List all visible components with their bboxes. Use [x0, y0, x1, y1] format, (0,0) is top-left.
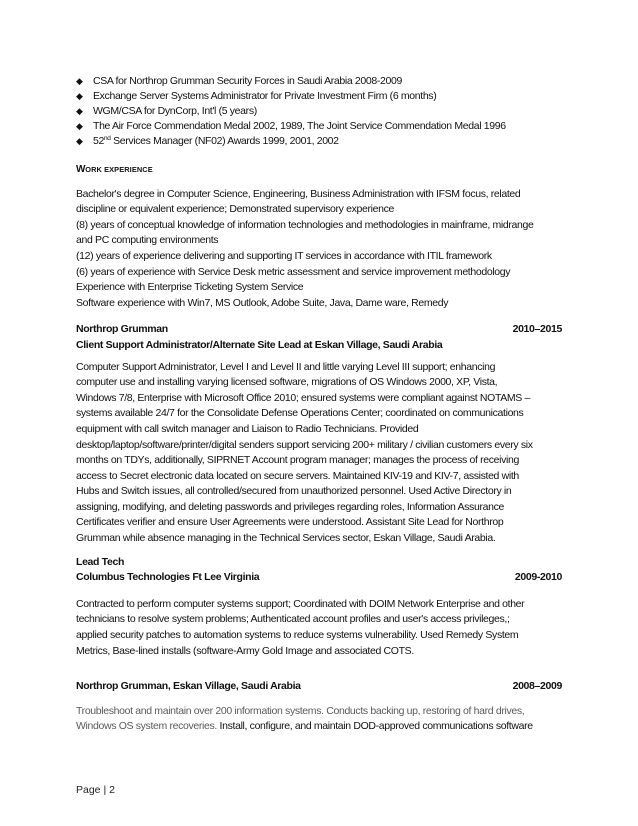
job-dates: 2010–2015 [512, 323, 562, 336]
diamond-bullet-icon: ◆ [76, 91, 83, 101]
job-role: Lead Tech [76, 555, 125, 568]
spacer [76, 659, 562, 679]
spacer [76, 695, 562, 704]
achievements-list [76, 74, 562, 149]
job-header [76, 679, 562, 695]
job-entry [76, 322, 562, 546]
list-item: ◆ 52nd Services Manager (NF02) Awards 1999, 2001, 2002 [76, 135, 339, 147]
diamond-bullet-icon: ◆ [76, 76, 83, 86]
company-name: Northrop Grumman, Eskan Village, Saudi Arabia [76, 680, 301, 693]
company-name: Columbus Technologies Ft Lee Virginia [76, 571, 260, 584]
job-dates: 2009-2010 [514, 571, 562, 584]
job-header [76, 322, 562, 338]
spacer [76, 311, 562, 322]
list-item: ◆ WGM/CSA for DynCorp, Int'l (5 years) [76, 105, 257, 117]
spacer [76, 178, 562, 187]
spacer [76, 547, 562, 555]
job-description: Contracted to perform computer systems support; Coordinated with DOIM Network Enterprise and other technicians to resolve system problems; Authenticated account profiles and user's access privileges,; applied security patches to automation systems to reduce systems vulnerability. Used Remedy System Metrics, Base-lined installs (software-Army Gold Image and associated COTS. [76, 597, 525, 657]
list-item: ◆ CSA for Northrop Grumman Security Forces in Saudi Arabia 2008-2009 [76, 75, 402, 87]
resume-content [76, 74, 562, 735]
work-experience-heading: WORK EXPERIENCE [76, 164, 153, 175]
spacer [76, 586, 562, 597]
page-number-footer: Page | 2 [76, 784, 115, 796]
diamond-bullet-icon: ◆ [76, 121, 83, 131]
job-description: Troubleshoot and maintain over 200 information systems. Conducts backing up, restoring of hard drives, Windows OS system recoveries. Install, configure, and maintain DOD-approved communications software [76, 704, 533, 733]
job-description: Computer Support Administrator, Level I and Level II and little varying Level III support; enhancing computer use and installing varying licensed software, migrations of OS Windows 2000, XP, Vista, Windows 7/8, Enterprise with Microsoft Office 2010; ensured systems were compliant against NOTAMS – systems available 24/7 for the Consolidate Defense Operations Center; coordinated on communications equipment with call switch manager and Liaison to Radio Technicians. Provided desktop/laptop/software/printer/digital senders support servicing 200+ military / civilian customers every six months on TDYs, additionally, SIPRNET Account program manager; manages the process of receiving access to Secret electronic data located on secure servers. Maintained KIV-19 and KIV-7, assisted with Hubs and Switch issues, all controlled/secured from unauthorized personnel. Used Active Directory in assigning, modifying, and deleting passwords and privileges regarding roles, Information Assurance Certificates verifier and ensure User Agreements were understood. Assistant Site Lead for Northrop Grumman while absence managing in the Technical Services sector, Eskan Village, Saudi Arabia. [76, 360, 533, 545]
list-item: ◆ The Air Force Commendation Medal 2002, 1989, The Joint Service Commendation Medal 1996 [76, 120, 506, 132]
diamond-bullet-icon: ◆ [76, 136, 83, 146]
job-header [76, 570, 562, 586]
job-entry [76, 555, 562, 660]
company-name: Northrop Grumman [76, 323, 168, 336]
job-dates: 2008–2009 [512, 680, 562, 693]
diamond-bullet-icon: ◆ [76, 106, 83, 116]
job-title: Client Support Administrator/Alternate Site Lead at Eskan Village, Saudi Arabia [76, 338, 443, 351]
list-item: ◆ Exchange Server Systems Administrator for Private Investment Firm (6 months) [76, 90, 437, 102]
job-entry [76, 679, 562, 735]
qualifications-block: Bachelor's degree in Computer Science, Engineering, Business Administration with IFSM focus, related discipline or equivalent experience; Demonstrated supervisory experience (8) years of conceptual knowledge of information technologies and methodologies in mainframe, midrange and PC computing environments (12) years of experience delivering and supporting IT services in accordance with ITIL framework (6) years of experience with Service Desk metric assessment and service improvement methodology Experience with Enterprise Ticketing System Service Software experience with Win7, MS Outlook, Adobe Suite, Java, Dame ware, Remedy [76, 187, 534, 309]
